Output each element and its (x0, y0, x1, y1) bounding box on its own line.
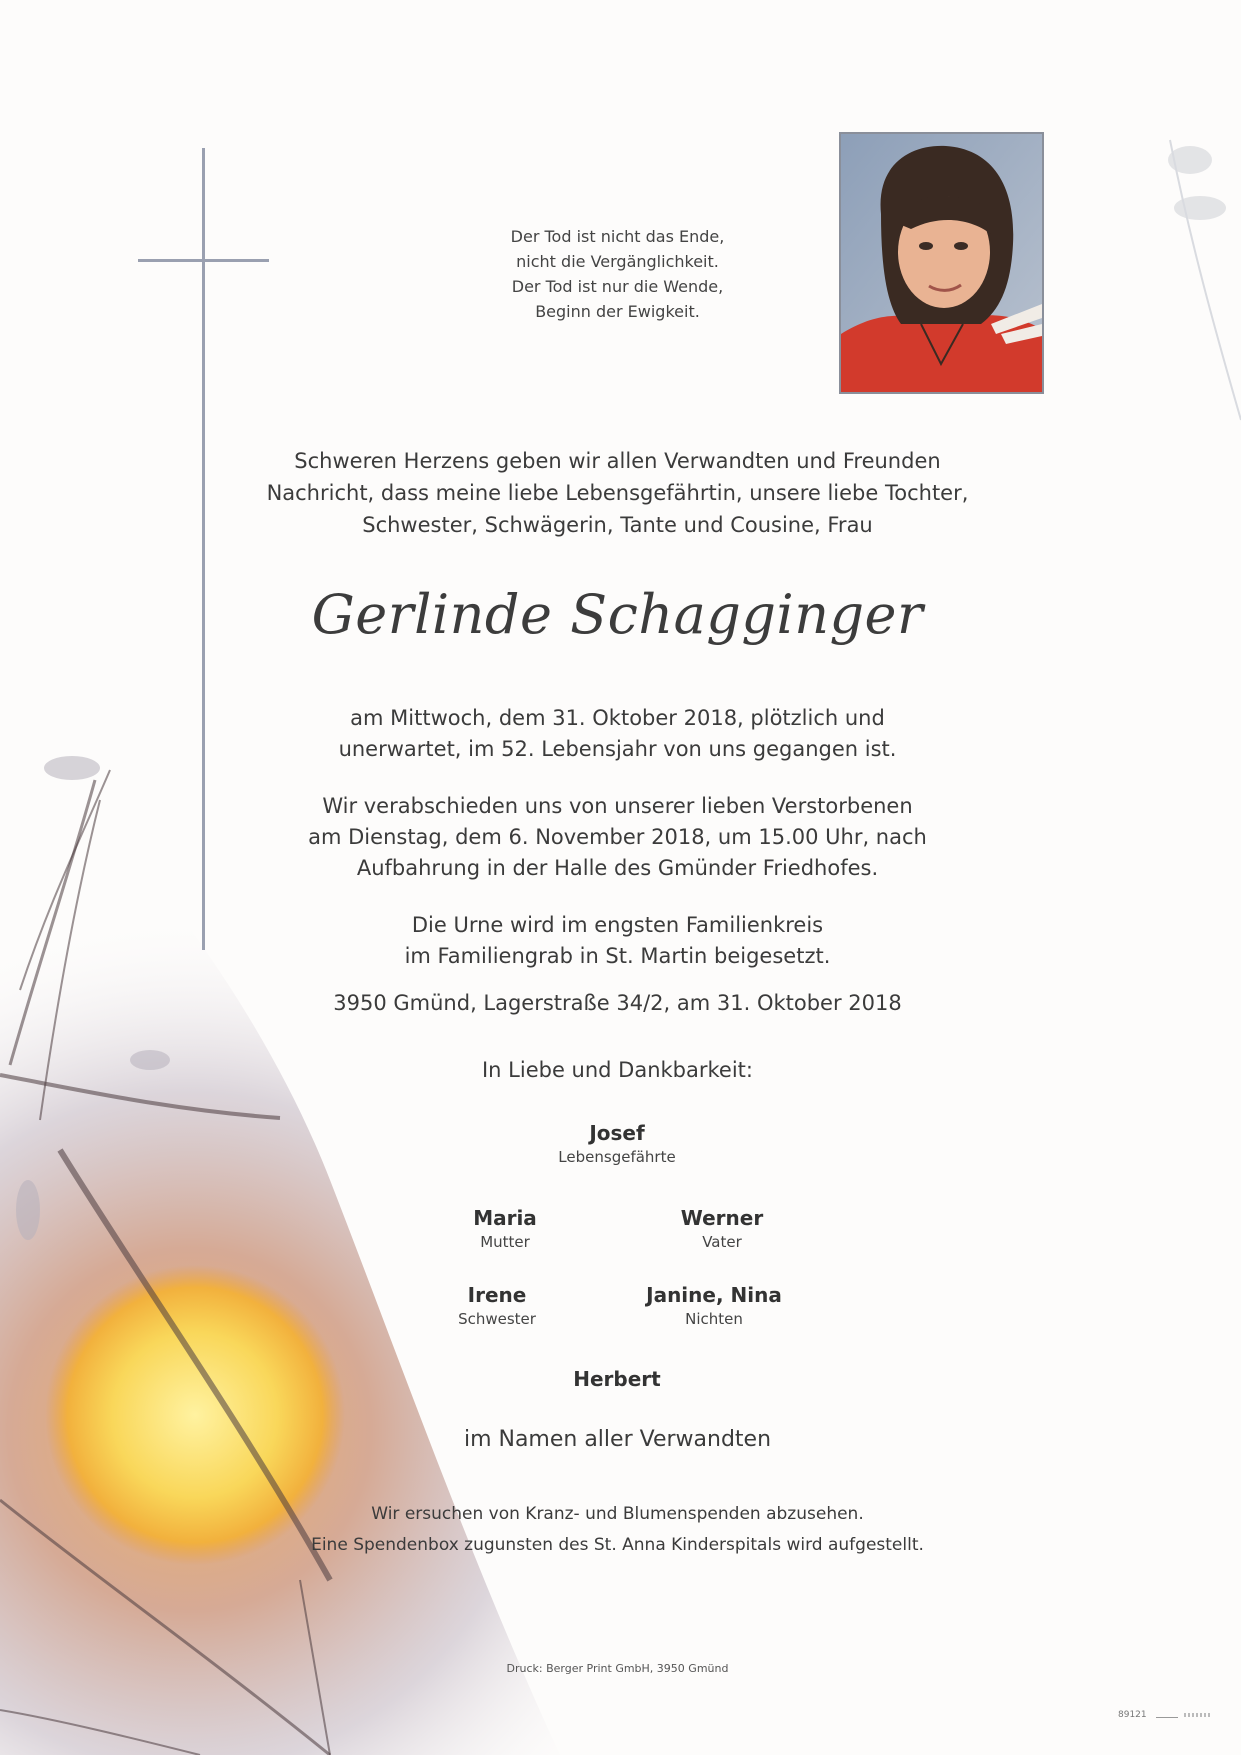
note-line: Eine Spendenbox zugunsten des St. Anna Kinderspitals wird aufgestellt. (311, 1535, 924, 1555)
intro-line: Nachricht, dass meine liebe Lebensgefährtin, unsere liebe Tochter, (266, 481, 969, 505)
death-line: am Mittwoch, dem 31. Oktober 2018, plötzlich und (350, 706, 885, 730)
death-notice (230, 703, 1005, 765)
mourner-name: Herbert (573, 1367, 661, 1391)
intro-line: Schwester, Schwägerin, Tante und Cousine, Frau (362, 513, 873, 537)
mourner-relation: Lebensgefährte (558, 1148, 676, 1166)
motto-line: Der Tod ist nur die Wende, (511, 277, 724, 296)
gratitude-line: In Liebe und Dankbarkeit: (481, 1058, 753, 1082)
motto-poem (430, 224, 805, 324)
cross-vertical-bar (202, 148, 205, 950)
template-code (1118, 1710, 1212, 1720)
mourner-name: Janine, Nina (646, 1283, 782, 1307)
mourner-relation: Mutter (480, 1233, 530, 1251)
urn-notice (230, 910, 1005, 972)
mourner-name: Josef (589, 1121, 645, 1145)
farewell-notice (230, 791, 1005, 884)
portrait-photo (839, 132, 1044, 394)
farewell-line: Wir verabschieden uns von unserer lieben Verstorbenen (322, 794, 913, 818)
deceased-name: Gerlinde Schagginger (311, 583, 924, 646)
publisher-logo-icon (1156, 1711, 1178, 1718)
mourner-janine-nina (594, 1282, 834, 1330)
template-code-number: 89121 (1118, 1710, 1147, 1720)
donation-note (230, 1499, 1005, 1561)
mourner-name: Werner (680, 1206, 764, 1230)
mourner-maria (385, 1205, 625, 1253)
intro-line: Schweren Herzens geben wir allen Verwandten und Freunden (294, 449, 941, 473)
address-line: 3950 Gmünd, Lagerstraße 34/2, am 31. Oktober 2018 (333, 991, 902, 1015)
mourner-name: Irene (467, 1283, 527, 1307)
mourner-josef (497, 1120, 737, 1168)
motto-line: nicht die Vergänglichkeit. (516, 252, 719, 271)
death-line: unerwartet, im 52. Lebensjahr von uns gegangen ist. (338, 737, 897, 761)
mourner-relation: Schwester (458, 1310, 536, 1328)
note-line: Wir ersuchen von Kranz- und Blumenspenden abzusehen. (371, 1504, 864, 1524)
closing-line: im Namen aller Verwandten (463, 1427, 772, 1452)
mourner-relation: Vater (702, 1233, 742, 1251)
urn-line: Die Urne wird im engsten Familienkreis (411, 913, 824, 937)
urn-line: im Familiengrab in St. Martin beigesetzt. (404, 944, 831, 968)
mourner-irene (377, 1282, 617, 1330)
mourner-relation: Nichten (685, 1310, 743, 1328)
intro-announcement (230, 445, 1005, 541)
cross-horizontal-bar (138, 259, 269, 262)
mourner-herbert (497, 1366, 737, 1392)
farewell-line: am Dienstag, dem 6. November 2018, um 15.00 Uhr, nach (308, 825, 927, 849)
farewell-line: Aufbahrung in der Halle des Gmünder Friedhofes. (356, 856, 879, 880)
printer-credit: Druck: Berger Print GmbH, 3950 Gmünd (506, 1662, 729, 1675)
mourner-name: Maria (473, 1206, 537, 1230)
motto-line: Der Tod ist nicht das Ende, (510, 227, 725, 246)
publisher-mark-icon (1184, 1713, 1212, 1717)
mourner-werner (602, 1205, 842, 1253)
motto-line: Beginn der Ewigkeit. (535, 302, 700, 321)
